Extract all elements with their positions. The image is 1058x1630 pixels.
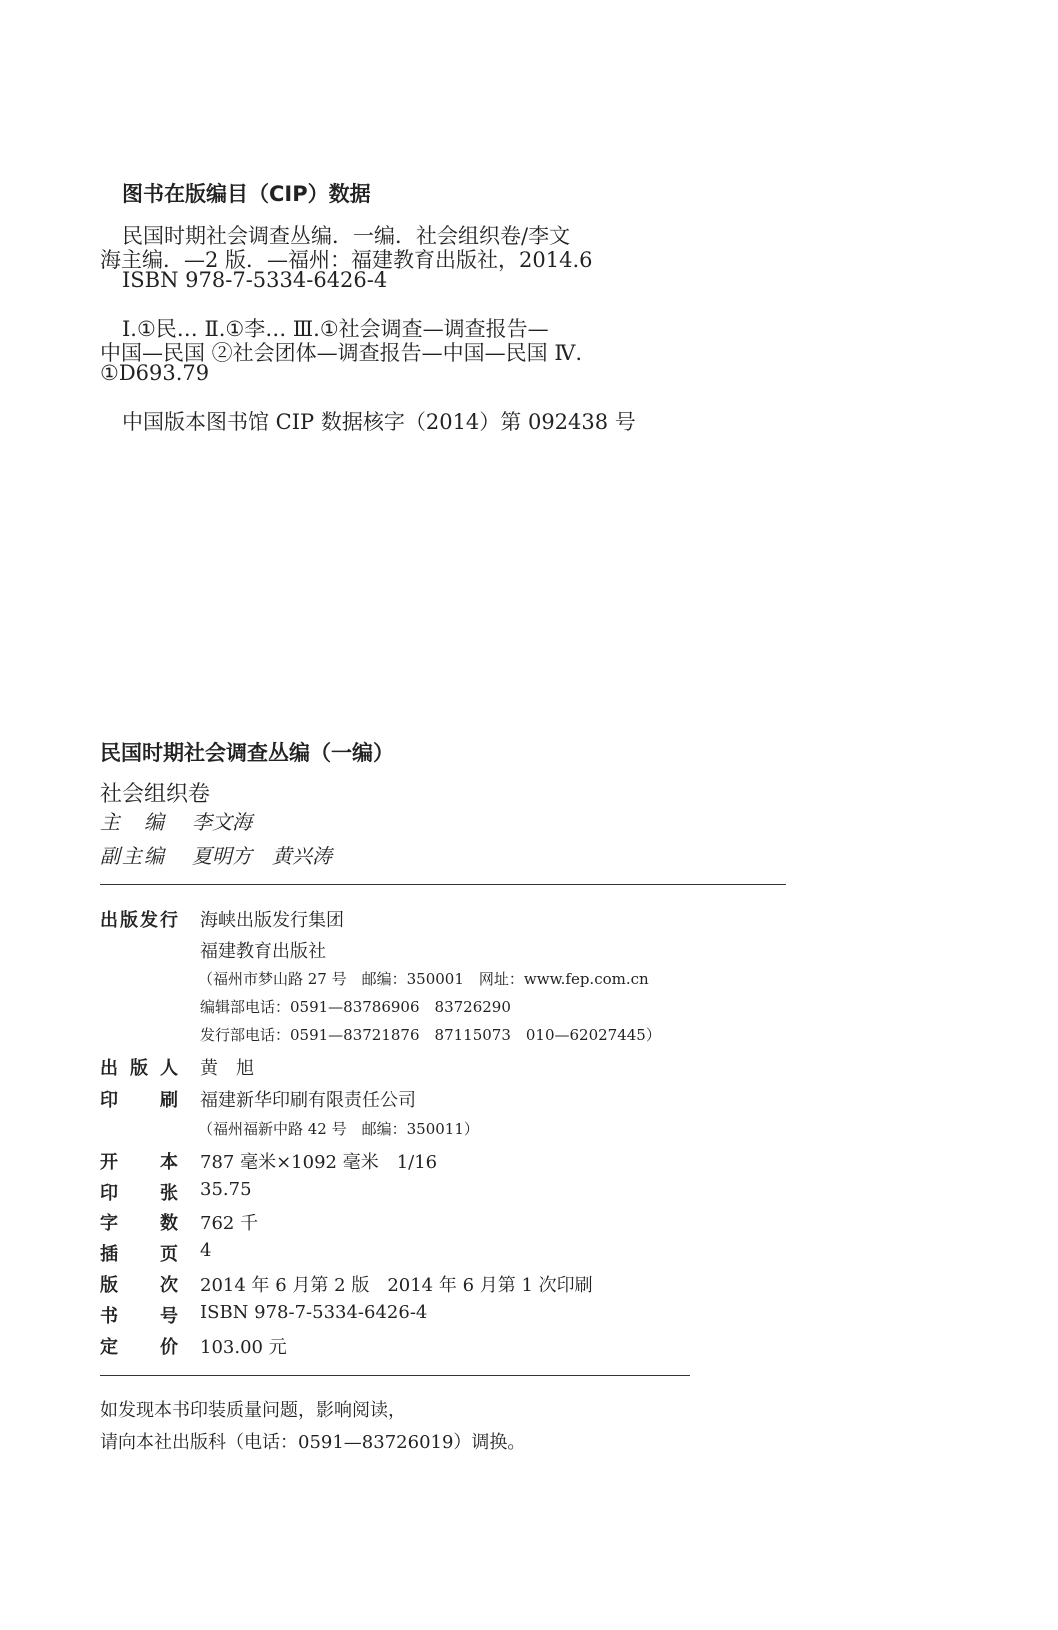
- editor-name: 李文海: [192, 810, 252, 834]
- cip-line-5: 中国—民国 ②社会团体—调查报告—中国—民国 Ⅳ.: [100, 341, 583, 365]
- cip-line-6: ①D693.79: [100, 361, 210, 385]
- price-label: 定价: [100, 1337, 178, 1358]
- deputy-editor-names: 夏明方 黄兴涛: [192, 844, 332, 868]
- format-value: 787 毫米×1092 毫米 1/16: [200, 1152, 438, 1173]
- editorial-phone: 编辑部电话：0591—83786906 83726290: [200, 998, 511, 1016]
- isbn-label: 书号: [100, 1306, 178, 1327]
- printer-label: 印刷: [100, 1090, 178, 1111]
- plates-row: [100, 1240, 178, 1266]
- sales-phone: 发行部电话：0591—83721876 87115073 010—62027445）: [200, 1026, 661, 1044]
- plates-label: 插页: [100, 1244, 178, 1265]
- edition-label: 版次: [100, 1275, 178, 1296]
- words-value: 762 千: [200, 1213, 259, 1234]
- isbn-row: [100, 1302, 178, 1328]
- deputy-editor-label: 副主编: [100, 844, 166, 868]
- printer-name: 福建新华印刷有限责任公司: [200, 1090, 416, 1111]
- publisher-group: 海峡出版发行集团: [200, 910, 344, 931]
- words-row: [100, 1209, 178, 1235]
- words-label: 字数: [100, 1213, 178, 1234]
- sheets-row: [100, 1179, 178, 1205]
- publisher-label: 出版发行: [100, 910, 178, 931]
- format-row: [100, 1148, 178, 1174]
- isbn-value: ISBN 978-7-5334-6426-4: [200, 1302, 428, 1323]
- cip-line-4: Ⅰ.①民… Ⅱ.①李… Ⅲ.①社会调查—调查报告—: [122, 317, 549, 341]
- cip-line-7: 中国版本图书馆 CIP 数据核字（2014）第 092438 号: [122, 410, 636, 434]
- divider-top: [100, 884, 786, 885]
- quality-notice-line-1: 如发现本书印装质量问题，影响阅读，: [100, 1400, 406, 1421]
- editor-label: 主 编: [100, 810, 166, 834]
- cip-line-2: 海主编．—2 版．—福州：福建教育出版社，2014.6: [100, 248, 593, 272]
- printer-address: （福州福新中路 42 号 邮编：350011）: [198, 1120, 479, 1138]
- volume-title: 社会组织卷: [100, 782, 211, 807]
- format-label: 开本: [100, 1152, 178, 1173]
- price-row: [100, 1333, 178, 1359]
- price-value: 103.00 元: [200, 1337, 287, 1358]
- editor-row: [100, 806, 252, 835]
- publisher-person-row: [100, 1054, 178, 1080]
- cip-title: 图书在版编目（CIP）数据: [122, 182, 371, 206]
- series-title: 民国时期社会调查丛编（一编）: [100, 741, 394, 765]
- cip-line-1: 民国时期社会调查丛编．一编．社会组织卷/李文: [122, 224, 571, 248]
- publisher-person-label: 出版人: [100, 1058, 178, 1079]
- sheets-label: 印张: [100, 1183, 178, 1204]
- sheets-value: 35.75: [200, 1179, 252, 1200]
- quality-notice-line-2: 请向本社出版科（电话：0591—83726019）调换。: [100, 1432, 526, 1453]
- cip-line-3: ISBN 978-7-5334-6426-4: [122, 268, 388, 292]
- publisher-name: 福建教育出版社: [200, 941, 326, 962]
- edition-row: [100, 1271, 178, 1297]
- publisher-row: [100, 906, 178, 932]
- divider-bottom: [100, 1375, 690, 1376]
- edition-value: 2014 年 6 月第 2 版 2014 年 6 月第 1 次印刷: [200, 1275, 593, 1296]
- publisher-person: 黄 旭: [200, 1058, 254, 1079]
- deputy-editor-row: [100, 840, 332, 869]
- publisher-address: （福州市梦山路 27 号 邮编：350001 网址：www.fep.com.cn: [198, 970, 649, 988]
- plates-value: 4: [200, 1240, 212, 1261]
- printer-row: [100, 1086, 178, 1112]
